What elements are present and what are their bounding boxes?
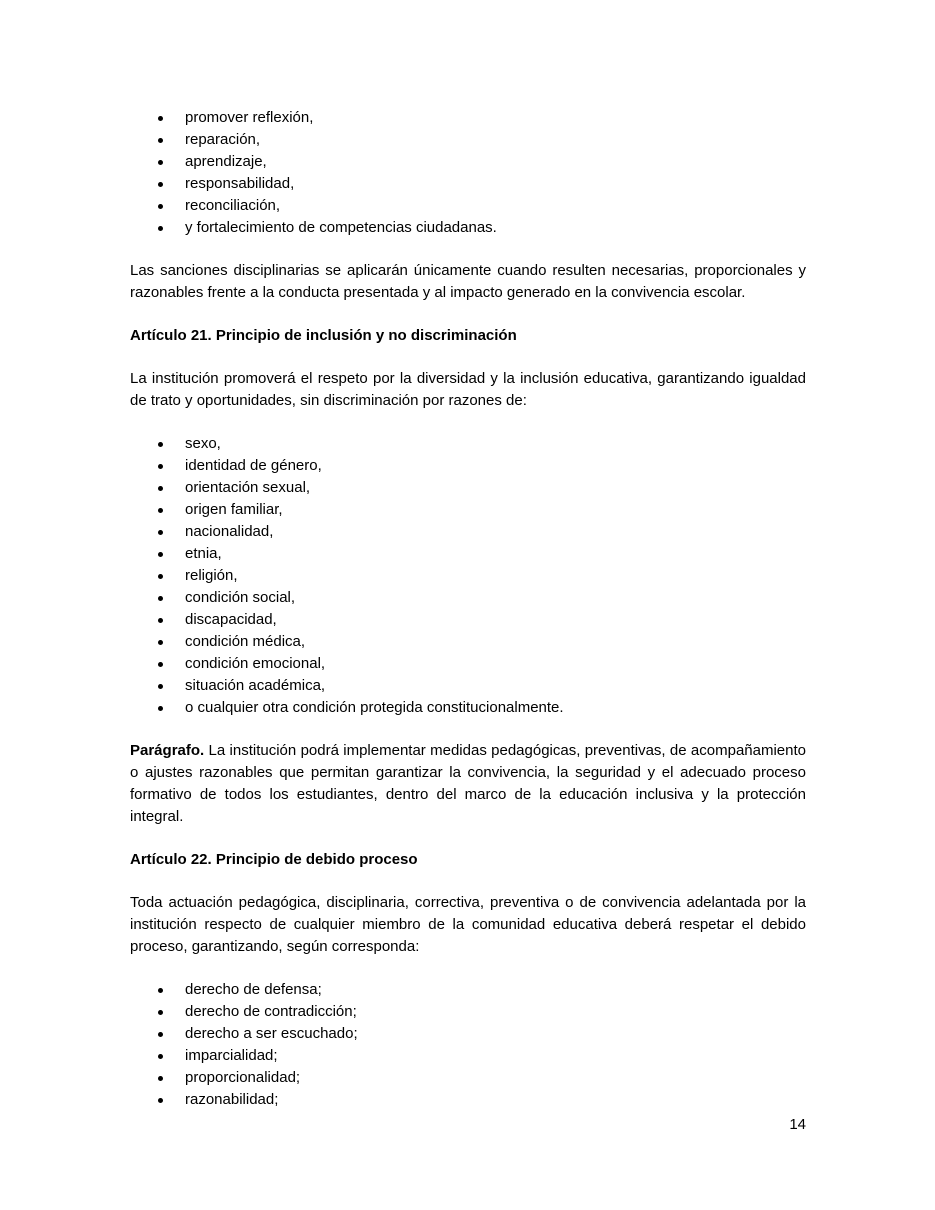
list-item: condición médica,	[130, 631, 806, 653]
list-item: y fortalecimiento de competencias ciudadanas.	[130, 217, 806, 239]
page-number: 14	[789, 1116, 806, 1133]
list-item: condición emocional,	[130, 653, 806, 675]
paragrafo-label: Parágrafo.	[130, 742, 205, 759]
article-21-heading: Artículo 21. Principio de inclusión y no discriminación	[130, 327, 517, 344]
list-item: derecho de defensa;	[130, 979, 806, 1001]
list-item: orientación sexual,	[130, 477, 806, 499]
page-content	[130, 107, 806, 1111]
paragrafo-text: La institución podrá implementar medidas pedagógicas, preventivas, de acompañamiento o ajustes razonables que permitan garantizar la convivencia, la seguridad y el adecuado proceso formativo de todos los estudiantes, dentro del marco de la educación inclusiva y la protección integral.	[130, 742, 806, 825]
list-item: etnia,	[130, 543, 806, 565]
paragrafo	[130, 740, 806, 828]
list-item: derecho a ser escuchado;	[130, 1023, 806, 1045]
list-item: responsabilidad,	[130, 173, 806, 195]
list-item: religión,	[130, 565, 806, 587]
list-item: situación académica,	[130, 675, 806, 697]
list-item: reconciliación,	[130, 195, 806, 217]
list-item: condición social,	[130, 587, 806, 609]
bullet-list-due-process	[130, 979, 806, 1111]
list-item: imparcialidad;	[130, 1045, 806, 1067]
list-item: derecho de contradicción;	[130, 1001, 806, 1023]
bullet-list-discrimination-grounds	[130, 433, 806, 719]
list-item: origen familiar,	[130, 499, 806, 521]
list-item: identidad de género,	[130, 455, 806, 477]
list-item: razonabilidad;	[130, 1089, 806, 1111]
list-item: reparación,	[130, 129, 806, 151]
paragraph-sanctions: Las sanciones disciplinarias se aplicarán únicamente cuando resulten necesarias, proporcionales y razonables frente a la conducta presentada y al impacto generado en la convivencia escolar.	[130, 262, 806, 301]
article-22-heading: Artículo 22. Principio de debido proceso	[130, 851, 418, 868]
list-item: nacionalidad,	[130, 521, 806, 543]
list-item: proporcionalidad;	[130, 1067, 806, 1089]
article-22-intro: Toda actuación pedagógica, disciplinaria, correctiva, preventiva o de convivencia adelantada por la institución respecto de cualquier miembro de la comunidad educativa deberá respetar el debido proceso, garantizando, según corresponda:	[130, 894, 806, 955]
list-item: discapacidad,	[130, 609, 806, 631]
list-item: promover reflexión,	[130, 107, 806, 129]
list-item: sexo,	[130, 433, 806, 455]
list-item: o cualquier otra condición protegida constitucionalmente.	[130, 697, 806, 719]
article-21-intro: La institución promoverá el respeto por la diversidad y la inclusión educativa, garantizando igualdad de trato y oportunidades, sin discriminación por razones de:	[130, 370, 806, 409]
bullet-list-principles	[130, 107, 806, 239]
list-item: aprendizaje,	[130, 151, 806, 173]
